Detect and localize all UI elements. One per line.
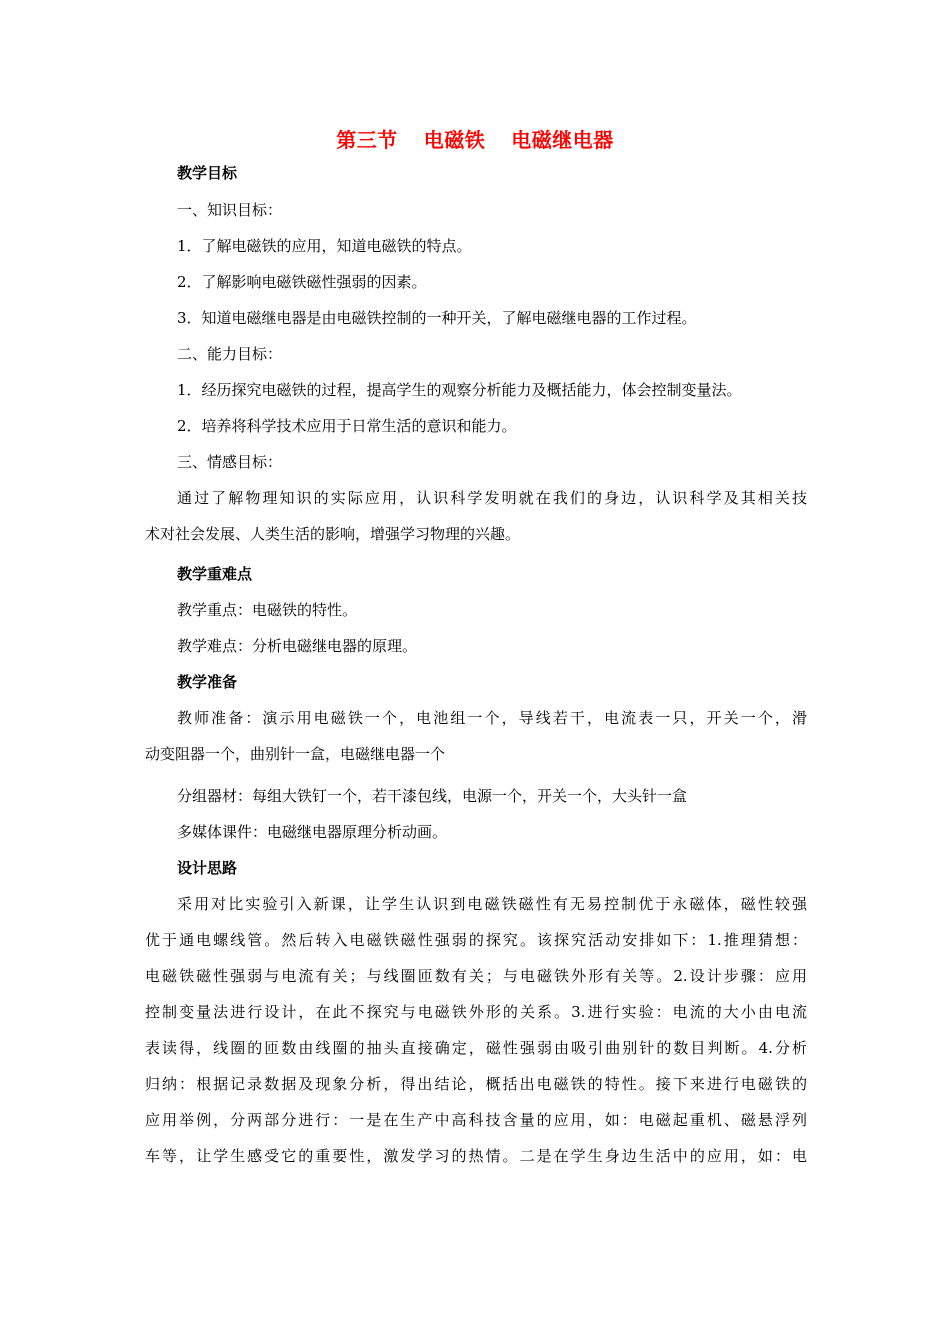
teacher-prep-paragraph (145, 708, 807, 780)
title-section: 第三节 (336, 128, 398, 152)
paragraph-line: 优于通电螺线管。然后转入电磁铁磁性强弱的探究。该探究活动安排如下：1.推理猜想： (145, 931, 807, 949)
keypoints-heading: 教学重难点 (177, 565, 253, 583)
paragraph-line: 电磁铁磁性强弱与电流有关；与线圈匝数有关；与电磁铁外形有关等。2.设计步骤：应用 (145, 967, 807, 985)
prep-heading: 教学准备 (177, 673, 238, 691)
goals-heading: 教学目标 (177, 164, 238, 182)
knowledge-goals-label: 一、知识目标： (177, 201, 283, 219)
paragraph-line: 归纳：根据记录数据及现象分析，得出结论，概括出电磁铁的特性。接下来进行电磁铁的 (145, 1075, 807, 1093)
paragraph-line: 动变阻器一个，曲别针一盒，电磁继电器一个 (145, 745, 446, 763)
emotion-goals-label: 三、情感目标： (177, 453, 283, 471)
paragraph-line: 术对社会发展、人类生活的影响，增强学习物理的兴趣。 (145, 525, 521, 543)
page-title (0, 124, 950, 153)
title-topic-electromagnet: 电磁铁 (423, 128, 486, 152)
knowledge-goal-item: 3．知道电磁继电器是由电磁铁控制的一种开关，了解电磁继电器的工作过程。 (177, 309, 697, 327)
key-point: 教学重点：电磁铁的特性。 (177, 601, 358, 619)
title-topic-relay: 电磁继电器 (511, 128, 614, 152)
paragraph-line: 应用举例，分两部分进行：一是在生产中高科技含量的应用，如：电磁起重机、磁悬浮列 (145, 1111, 807, 1129)
paragraph-line: 通过了解物理知识的实际应用，认识科学发明就在我们的身边，认识科学及其相关技 (177, 489, 807, 507)
ability-goal-item: 1．经历探究电磁铁的过程，提高学生的观察分析能力及概括能力，体会控制变量法。 (177, 381, 742, 399)
ability-goals-label: 二、能力目标： (177, 345, 283, 363)
difficult-point: 教学难点：分析电磁继电器的原理。 (177, 637, 418, 655)
paragraph-line: 表读得，线圈的匝数由线圈的抽头直接确定，磁性强弱由吸引曲别针的数目判断。4.分析 (145, 1039, 807, 1057)
knowledge-goal-item: 2．了解影响电磁铁磁性强弱的因素。 (177, 273, 427, 291)
multimedia-courseware: 多媒体课件：电磁继电器原理分析动画。 (177, 823, 448, 841)
paragraph-line: 教师准备：演示用电磁铁一个，电池组一个，导线若干，电流表一只，开关一个，滑 (177, 709, 807, 727)
group-materials: 分组器材：每组大铁钉一个，若干漆包线，电源一个，开关一个，大头针一盒 (177, 787, 688, 805)
knowledge-goal-item: 1．了解电磁铁的应用，知道电磁铁的特点。 (177, 237, 472, 255)
paragraph-line: 控制变量法进行设计，在此不探究与电磁铁外形的关系。3.进行实验：电流的大小由电流 (145, 1003, 807, 1021)
ability-goal-item: 2．培养将科学技术应用于日常生活的意识和能力。 (177, 417, 517, 435)
paragraph-line: 采用对比实验引入新课，让学生认识到电磁铁磁性有无易控制优于永磁体，磁性较强 (177, 895, 807, 913)
paragraph-line: 车等，让学生感受它的重要性，激发学习的热情。二是在学生身边生活中的应用，如：电 (145, 1147, 807, 1165)
design-paragraph (145, 894, 807, 1182)
emotion-goals-paragraph (145, 488, 807, 560)
design-heading: 设计思路 (177, 859, 238, 877)
